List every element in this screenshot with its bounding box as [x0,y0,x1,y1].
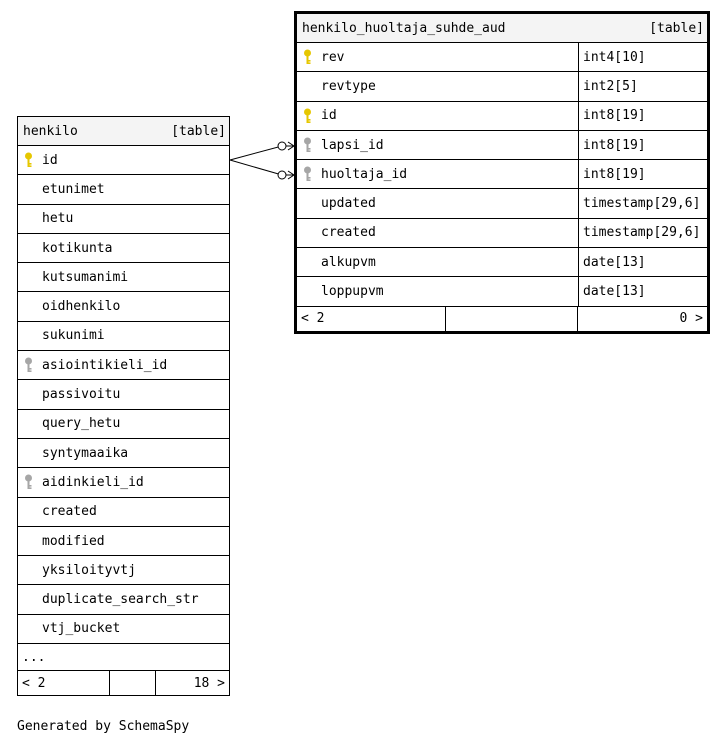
children-count[interactable]: 18 > [193,675,225,691]
column-name-cell [18,234,229,262]
column-name: oidhenkilo [42,299,121,315]
more-columns-ellipsis[interactable]: ... [18,644,229,671]
column-name: yksiloityvtj [42,562,136,578]
column-name-cell [18,556,229,584]
foreign-key-icon [18,474,38,490]
column-row-oidhenkilo[interactable] [18,292,229,321]
column-row-kotikunta[interactable] [18,234,229,263]
column-name-cell [297,248,578,276]
table-kind: [table] [171,123,226,139]
column-name-cell [297,277,578,305]
primary-key-icon [297,108,317,124]
footer-spacer [446,307,578,331]
column-name: lapsi_id [321,137,384,153]
column-name-cell [297,43,578,71]
table-henkilo[interactable] [17,116,230,696]
column-row-duplicate-search-str[interactable] [18,585,229,614]
column-row-kutsumanimi[interactable] [18,263,229,292]
column-type: int4[10] [578,43,707,71]
column-row-id[interactable] [297,102,707,131]
column-row-loppupvm[interactable] [297,277,707,306]
column-name: loppupvm [321,284,384,300]
column-row-revtype[interactable] [297,72,707,101]
column-name-cell [297,102,578,130]
parents-count[interactable]: < 2 [18,671,110,695]
foreign-key-icon [297,166,317,182]
foreign-key-icon [18,357,38,373]
column-row-vtj-bucket[interactable] [18,615,229,644]
column-name-cell [18,380,229,408]
relation-huoltaja-id [230,160,294,179]
column-row-asiointikieli-id[interactable] [18,351,229,380]
column-name-cell [18,322,229,350]
column-type: int8[19] [578,131,707,159]
column-name: etunimet [42,181,105,197]
column-row-passivoitu[interactable] [18,380,229,409]
column-row-etunimet[interactable] [18,175,229,204]
column-name-cell [18,175,229,203]
column-row-sukunimi[interactable] [18,322,229,351]
primary-key-icon [18,152,38,168]
column-type: timestamp[29,6] [578,219,707,247]
column-name: created [321,225,376,241]
column-row-query-hetu[interactable] [18,410,229,439]
column-name: created [42,504,97,520]
column-row-huoltaja-id[interactable] [297,160,707,189]
column-row-lapsi-id[interactable] [297,131,707,160]
column-row-alkupvm[interactable] [297,248,707,277]
column-row-aidinkieli-id[interactable] [18,468,229,497]
table-kind: [table] [649,20,704,36]
table-name: henkilo_huoltaja_suhde_aud [302,20,506,36]
column-name-cell [297,189,578,217]
column-name: query_hetu [42,416,121,432]
column-name-cell [297,160,578,188]
column-row-created[interactable] [297,219,707,248]
column-row-yksiloityvtj[interactable] [18,556,229,585]
column-name: updated [321,196,376,212]
table-footer [18,671,229,695]
column-name-cell [297,131,578,159]
generated-by-footer: Generated by SchemaSpy [17,719,190,734]
column-row-rev[interactable] [297,43,707,72]
column-row-updated[interactable] [297,189,707,218]
column-name: kotikunta [42,240,113,256]
column-name-cell [18,468,229,496]
table-header[interactable] [297,14,707,43]
column-name-cell [18,439,229,467]
column-type: date[13] [578,277,707,305]
column-type: int8[19] [578,102,707,130]
column-row-hetu[interactable] [18,205,229,234]
column-name: aidinkieli_id [42,474,144,490]
column-row-created[interactable] [18,498,229,527]
column-name-cell [18,146,229,174]
column-name: kutsumanimi [42,269,129,285]
column-name-cell [18,498,229,526]
column-name: rev [321,49,345,65]
column-name: modified [42,533,105,549]
column-name-cell [18,351,229,379]
column-name: alkupvm [321,254,376,270]
primary-key-icon [297,49,317,65]
column-name: id [321,108,337,124]
column-name-cell [297,219,578,247]
table-header[interactable] [18,117,229,146]
column-name-cell [18,585,229,613]
column-name-cell [297,72,578,100]
column-name-cell [18,410,229,438]
parents-count[interactable]: < 2 [297,307,446,331]
column-name-cell [18,263,229,291]
relation-lapsi-id [230,142,294,160]
column-name: sukunimi [42,328,105,344]
column-row-syntymaaika[interactable] [18,439,229,468]
column-name: hetu [42,211,74,227]
column-row-id[interactable] [18,146,229,175]
column-name: revtype [321,78,376,94]
column-name: passivoitu [42,387,121,403]
column-type: timestamp[29,6] [578,189,707,217]
column-name: syntymaaika [42,445,129,461]
column-type: int8[19] [578,160,707,188]
column-name-cell [18,205,229,233]
children-count[interactable]: 0 > [679,311,703,327]
column-name-cell [18,527,229,555]
table-henkilo-huoltaja-suhde-aud[interactable] [294,11,710,334]
foreign-key-icon [297,137,317,153]
column-name: vtj_bucket [42,621,121,637]
column-name: duplicate_search_str [42,592,199,608]
footer-spacer [110,671,156,695]
column-type: date[13] [578,248,707,276]
table-footer [297,307,707,331]
column-name: huoltaja_id [321,166,408,182]
column-name-cell [18,292,229,320]
column-name-cell [18,615,229,643]
column-type: int2[5] [578,72,707,100]
table-name: henkilo [23,123,78,139]
column-name: asiointikieli_id [42,357,168,373]
column-row-modified[interactable] [18,527,229,556]
column-name: id [42,152,58,168]
